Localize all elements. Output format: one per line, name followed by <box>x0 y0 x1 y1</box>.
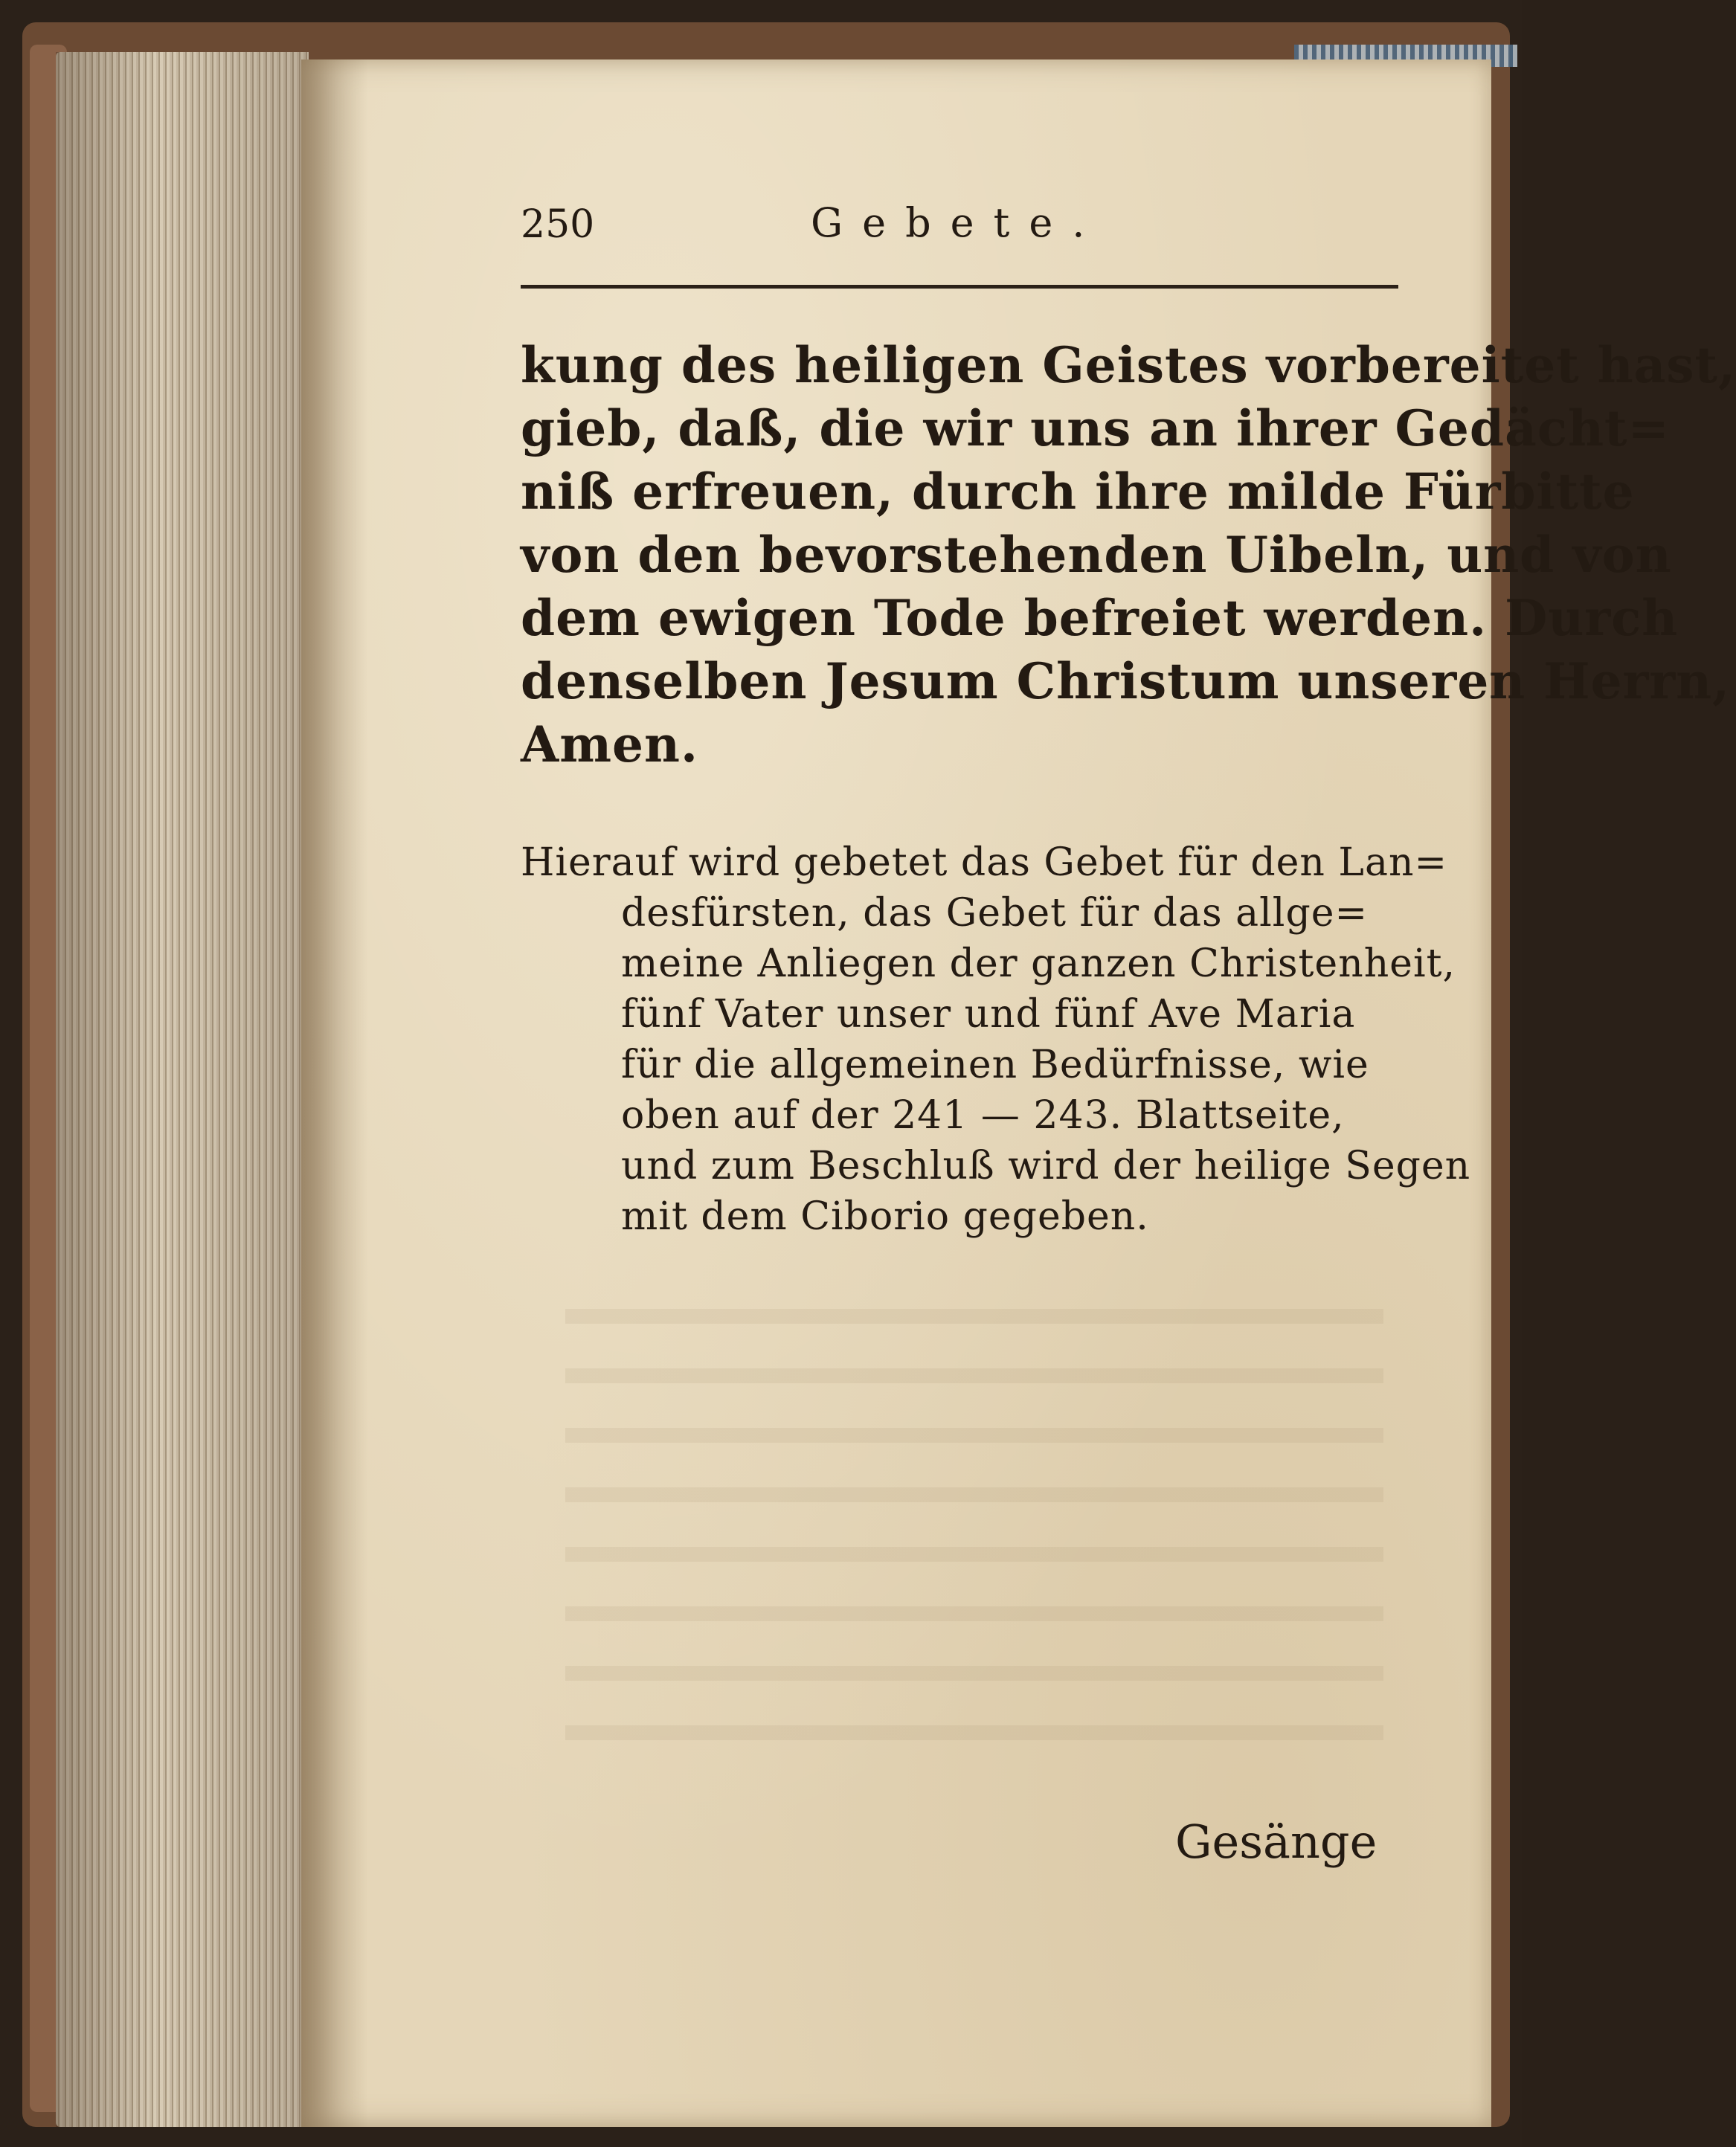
running-title: Gebete. <box>811 199 1105 246</box>
rubric-line: oben auf der 241 — 243. Blattseite, <box>621 1093 1345 1138</box>
rubric-line: meine Anliegen der ganzen Christenheit, <box>621 941 1456 986</box>
rubric-line: fünf Vater unser und fünf Ave Maria <box>621 992 1356 1037</box>
main-text-line: kung des heiligen Geistes vorbereitet hast, <box>521 336 1736 394</box>
catchword: Gesänge <box>1175 1815 1377 1869</box>
header-rule <box>521 285 1398 289</box>
main-text-line: niß erfreuen, durch ihre milde Fürbitte <box>521 463 1635 521</box>
main-text-line: denselben Jesum Christum unseren Herrn, <box>521 652 1731 710</box>
rubric-line: desfürsten, das Gebet für das allge= <box>621 891 1369 936</box>
main-text-line: gieb, daß, die wir uns an ihrer Gedächt= <box>521 399 1670 457</box>
show-through-texture <box>565 1264 1383 1785</box>
page-stack-shadow <box>56 52 309 2127</box>
main-text-line: Amen. <box>521 715 698 773</box>
page-number: 250 <box>521 202 595 247</box>
main-text-line: dem ewigen Tode befreiet werden. Durch <box>521 589 1679 647</box>
rubric-line: Hierauf wird gebetet das Gebet für den Lan= <box>521 840 1448 885</box>
page-gutter-shadow <box>301 59 368 2127</box>
rubric-line: und zum Beschluß wird der heilige Segen <box>621 1144 1471 1188</box>
main-text-line: von den bevorstehenden Uibeln, und von <box>521 526 1672 584</box>
rubric-line: mit dem Ciborio gegeben. <box>621 1194 1149 1239</box>
rubric-line: für die allgemeinen Bedürfnisse, wie <box>621 1043 1369 1087</box>
